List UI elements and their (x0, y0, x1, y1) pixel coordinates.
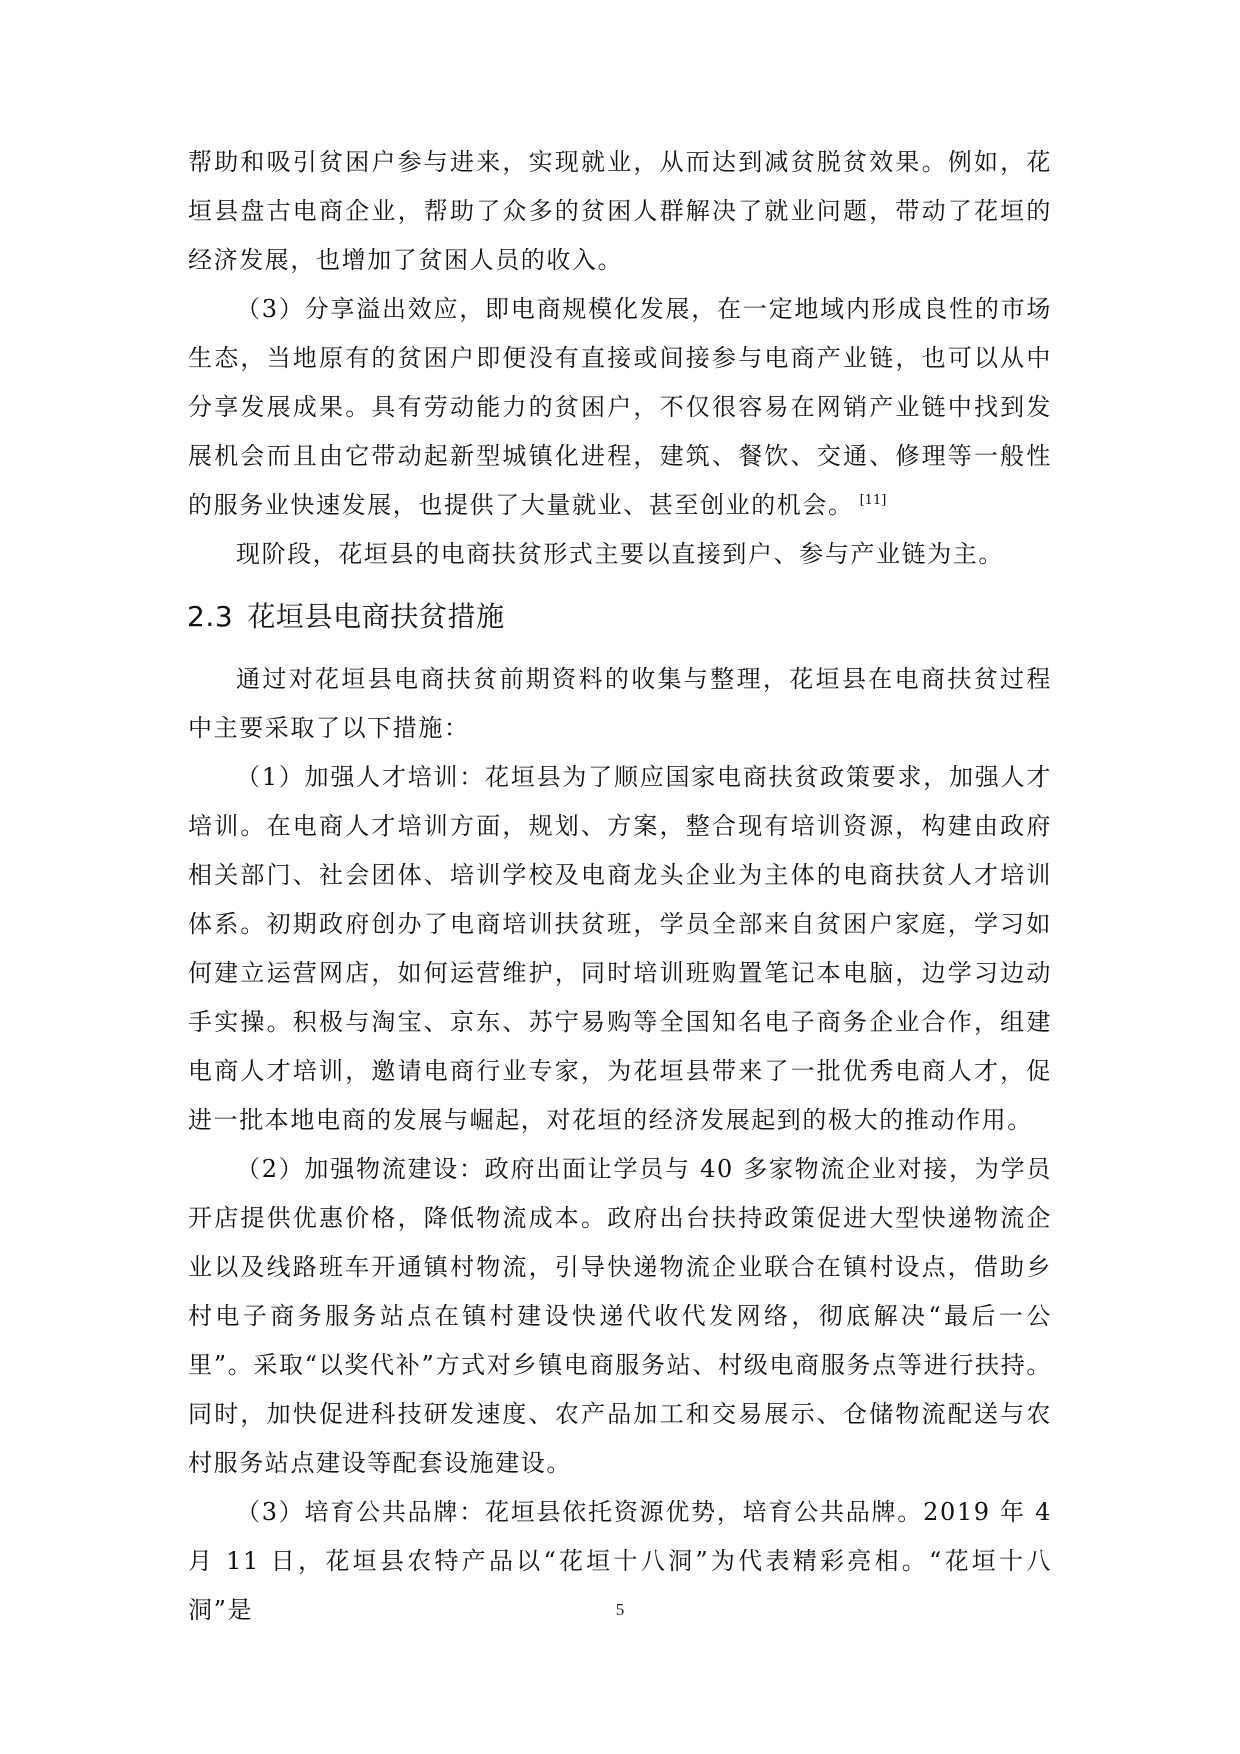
paragraph: （2）加强物流建设：政府出面让学员与 40 多家物流企业对接，为学员开店提供优惠价格，降低物流成本。政府出台扶持政策促进大型快递物流企业以及线路班车开通镇村物流，引导快递物流企业联合在镇村设点，借助乡村电子商务服务站点在镇村建设快递代收代发网络，彻底解决“最后一公里”。采取“以奖代补”方式对乡镇电商服务站、村级电商服务点等进行扶持。同时，加快促进科技研发速度、农产品加工和交易展示、仓储物流配送与农村服务站点建设等配套设施建设。 (188, 1155, 1052, 1477)
paragraph: 现阶段，花垣县的电商扶贫形式主要以直接到户、参与产业链为主。 (236, 540, 1004, 568)
paragraph: 帮助和吸引贫困户参与进来，实现就业，从而达到减贫脱贫效果。例如，花垣县盘古电商企业，帮助了众多的贫困人群解决了就业问题，带动了花垣的经济发展，也增加了贫困人员的收入。 (188, 148, 1052, 274)
paragraph: （3）培育公共品牌：花垣县依托资源优势，培育公共品牌。2019 年 4 月 11 日，花垣县农特产品以“花垣十八洞”为代表精彩亮相。“花垣十八洞”是 (188, 1498, 1052, 1624)
section-number: 2.3 (187, 600, 234, 633)
paragraph: 通过对花垣县电商扶贫前期资料的收集与整理，花垣县在电商扶贫过程中主要采取了以下措施： (188, 665, 1052, 742)
body-text (188, 138, 1052, 1635)
section-heading (187, 592, 1052, 642)
citation-marker[interactable]: [11] (859, 493, 887, 508)
paragraph: （1）加强人才培训：花垣县为了顺应国家电商扶贫政策要求，加强人才培训。在电商人才培训方面，规划、方案，整合现有培训资源，构建由政府相关部门、社会团体、培训学校及电商龙头企业为主体的电商扶贫人才培训体系。初期政府创办了电商培训扶贫班，学员全部来自贫困户家庭，学习如何建立运营网店，如何运营维护，同时培训班购置笔记本电脑，边学习边动手实操。积极与淘宝、京东、苏宁易购等全国知名电子商务企业合作，组建电商人才培训，邀请电商行业专家，为花垣县带来了一批优秀电商人才，促进一批本地电商的发展与崛起，对花垣的经济发展起到的极大的推动作用。 (188, 763, 1052, 1134)
section-title: 花垣县电商扶贫措施 (247, 600, 505, 633)
page-number: 5 (615, 1600, 625, 1619)
paragraph (188, 285, 1052, 530)
paragraph-text: （3）分享溢出效应，即电商规模化发展，在一定地域内形成良性的市场生态，当地原有的贫困户即便没有直接或间接参与电商产业链，也可以从中分享发展成果。具有劳动能力的贫困户，不仅很容易在网销产业链中找到发展机会而且由它带动起新型城镇化进程，建筑、餐饮、交通、修理等一般性的服务业快速发展，也提供了大量就业、甚至创业的机会。 (188, 295, 1052, 519)
